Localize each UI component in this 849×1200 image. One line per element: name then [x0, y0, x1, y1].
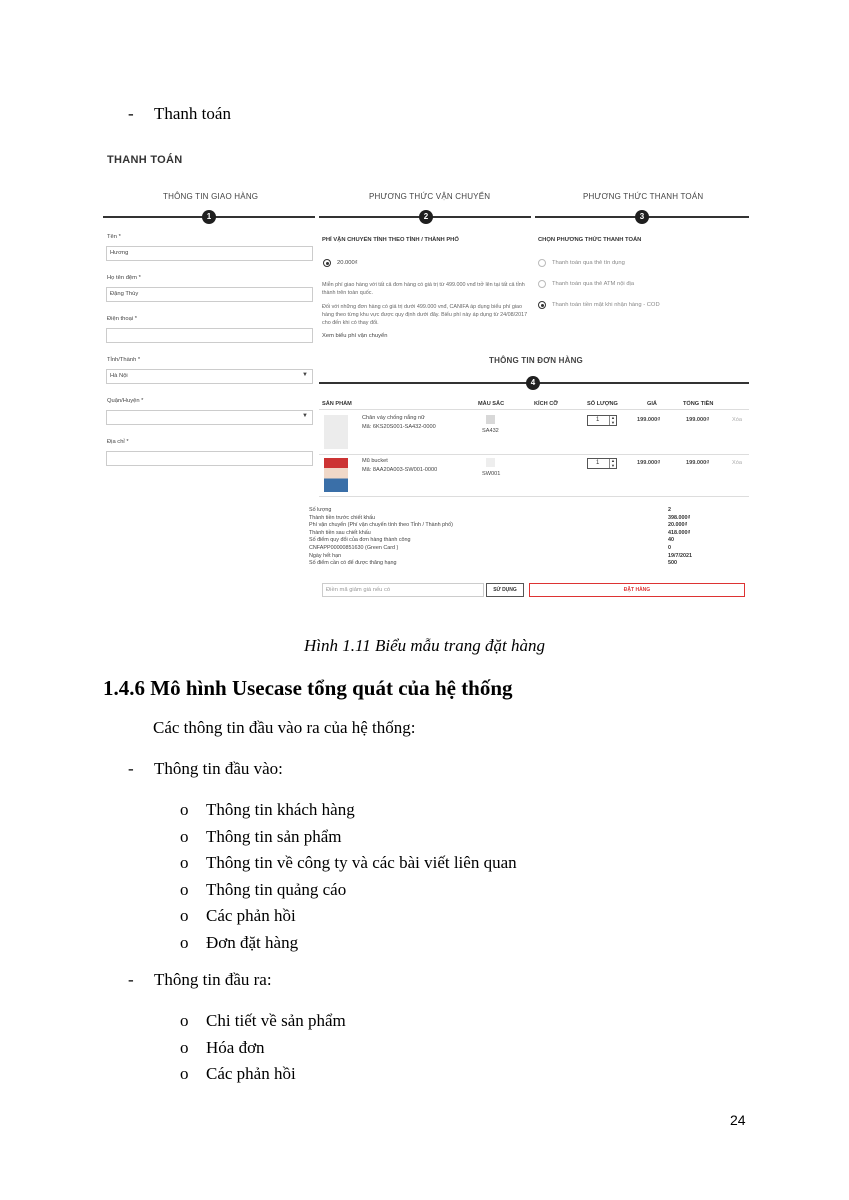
col-size: KÍCH CỠ [534, 401, 559, 407]
product-image-skirt [324, 415, 348, 449]
chevron-down-icon: ▼ [302, 372, 308, 378]
list-item: o Chi tiết về sản phẩm [180, 1008, 346, 1035]
figure-caption: Hình 1.11 Biểu mẫu trang đặt hàng [304, 636, 545, 655]
order-heading: THÔNG TIN ĐƠN HÀNG [489, 356, 583, 365]
step-3-badge: 3 [635, 210, 649, 224]
shipping-note-1: Miễn phí giao hàng với tất cả đơn hàng có giá trị từ 499.000 vnđ trở lên tại tất cả tỉnh thành trên toàn quốc. [322, 282, 525, 296]
summary-value: 40 [668, 537, 674, 544]
summary-label: Số lượng [309, 507, 332, 513]
list-item: o Thông tin quảng cáo [180, 877, 517, 904]
item-1-name: Chân váy chống nắng nữ [362, 415, 425, 421]
summary-value: 418.000₫ [668, 529, 691, 536]
list-item: o Đơn đặt hàng [180, 930, 517, 957]
place-order-button[interactable]: ĐẶT HÀNG [529, 583, 745, 597]
stepper-arrows-icon[interactable]: ▲ ▼ [609, 459, 616, 468]
summary-value: 0 [668, 544, 671, 551]
payment-radio-cod[interactable] [538, 301, 546, 309]
item-1-qty-stepper[interactable] [587, 415, 617, 426]
step-3-label: PHƯƠNG THỨC THANH TOÁN [583, 192, 704, 201]
item-1-price: 199.000₫ [637, 417, 661, 423]
summary-label: Ngày hết hạn [309, 552, 342, 559]
ten-input[interactable]: Hương [106, 246, 313, 261]
circle-bullet-icon: o [180, 1011, 189, 1030]
summary-value: 20.000₫ [668, 522, 688, 529]
shipping-note-2: Đối với những đơn hàng có giá trị dưới 499.000 vnđ, CANIFA áp dụng biểu phí giao hàng theo từng khu vực được quy định dưới đây. Biểu phí này áp dụng từ 24/08/2017 cho đến khi có thay đổi. [322, 304, 528, 326]
item-2-total: 199.000₫ [686, 460, 710, 466]
summary-label: Thành tiền sau chiết khấu [309, 529, 371, 536]
circle-bullet-icon: o [180, 1064, 189, 1083]
list-item: o Thông tin khách hàng [180, 797, 517, 824]
summary-values [668, 507, 738, 568]
payment-radio-credit[interactable] [538, 259, 546, 267]
payment-radio-atm[interactable] [538, 280, 546, 288]
circle-bullet-icon: o [180, 853, 189, 872]
summary-label: Số điểm quy đổi của đơn hàng thành công [309, 537, 411, 544]
payment-option-atm: Thanh toán qua thẻ ATM nội địa [552, 281, 635, 287]
col-total: TỔNG TIỀN [683, 401, 714, 407]
item-1-remove[interactable]: Xóa [732, 417, 742, 423]
bullet-dash: - [128, 104, 134, 123]
step-2-badge: 2 [419, 210, 433, 224]
quan-select[interactable] [106, 410, 313, 425]
page-number: 24 [730, 1112, 746, 1128]
phone-input[interactable] [106, 328, 313, 343]
checkout-screenshot [100, 145, 755, 607]
item-1-qty: 1 [596, 417, 600, 423]
stepper-arrows-icon[interactable]: ▲ ▼ [609, 416, 616, 425]
tinh-select-value: Hà Nội [110, 373, 128, 379]
item-2-color: SW001 [482, 471, 501, 477]
diachi-input[interactable] [106, 451, 313, 466]
checkout-title: THANH TOÁN [107, 154, 183, 166]
list-item: o Các phản hồi [180, 1061, 346, 1088]
summary-label: Thành tiền trước chiết khấu [309, 514, 376, 521]
step-2-label: PHƯƠNG THỨC VẬN CHUYỂN [369, 192, 491, 201]
chevron-down-icon: ▼ [302, 413, 308, 419]
payment-heading: CHỌN PHƯƠNG THỨC THANH TOÁN [538, 237, 642, 243]
list-item: o Các phản hồi [180, 903, 517, 930]
item-1-total: 199.000₫ [686, 417, 710, 423]
item-1-code: Mã: 6KS20S001-SA432-0000 [362, 424, 436, 430]
intro-paragraph: Các thông tin đầu vào ra của hệ thống: [153, 718, 416, 737]
item-1-swatch [486, 415, 495, 424]
col-product: SẢN PHẨM [322, 401, 352, 407]
circle-bullet-icon: o [180, 1037, 189, 1057]
quan-label: Quận/Huyện * [107, 398, 144, 404]
summary-value: 398.000₫ [668, 514, 691, 521]
item-2-price: 199.000₫ [637, 460, 661, 466]
summary-value: 19/7/2021 [668, 552, 692, 559]
top-bullet-text: Thanh toán [154, 104, 231, 123]
item-2-swatch [486, 458, 495, 467]
tinh-label: Tỉnh/Thành * [107, 357, 141, 363]
item-2-remove[interactable]: Xóa [732, 460, 742, 466]
summary-value: 500 [668, 560, 677, 567]
row-divider [319, 454, 749, 455]
diachi-label: Địa chỉ * [107, 439, 129, 445]
payment-option-credit: Thanh toán qua thẻ tín dụng [552, 260, 625, 266]
item-2-qty-stepper[interactable] [587, 458, 617, 469]
col-qty: SỐ LƯỢNG [587, 401, 618, 407]
circle-bullet-icon: o [180, 826, 189, 846]
input-heading: Thông tin đầu vào: [154, 759, 283, 778]
summary-label: Phí vận chuyển (Phí vận chuyển tính theo Tỉnh / Thành phố) [309, 522, 453, 529]
item-1-color: SA432 [482, 428, 499, 434]
col-color: MÀU SẮC [478, 401, 505, 407]
list-item: o Thông tin về công ty và các bài viết liên quan [180, 850, 517, 877]
circle-bullet-icon: o [180, 932, 189, 952]
step-4-badge: 4 [526, 376, 540, 390]
shipping-heading: PHÍ VẬN CHUYỂN TÍNH THEO TỈNH / THÀNH PHỐ [322, 237, 459, 243]
hoten-input[interactable]: Đặng Thùy [106, 287, 313, 302]
coupon-input[interactable]: Điền mã giảm giá nếu có [322, 583, 484, 597]
phone-label: Điện thoại * [107, 316, 137, 322]
use-coupon-button[interactable]: SỬ DỤNG [486, 583, 524, 597]
list-item: o Hóa đơn [180, 1035, 346, 1062]
circle-bullet-icon: o [180, 906, 189, 925]
shipping-option: 20.000₫ [337, 260, 358, 266]
payment-option-cod: Thanh toán tiền mặt khi nhận hàng - COD [552, 302, 660, 308]
ten-label: Tên * [107, 234, 121, 240]
section-title: 1.4.6 Mô hình Usecase tổng quát của hệ thống [103, 676, 513, 700]
hoten-label: Họ tên đệm * [107, 275, 141, 281]
summary-label: CNFAPP00000851630 (Green Card ) [309, 544, 399, 551]
circle-bullet-icon: o [180, 800, 189, 819]
summary-label: Số điểm cần có để được thăng hạng [309, 560, 397, 567]
tinh-select[interactable] [106, 369, 313, 384]
summary-value: 2 [668, 507, 671, 513]
summary-labels [309, 507, 609, 568]
bullet-dash: - [128, 759, 134, 778]
output-list [180, 1008, 346, 1088]
item-2-code: Mã: 8AA20A003-SW001-0000 [362, 467, 438, 473]
input-list [180, 797, 517, 956]
list-item: o Thông tin sản phẩm [180, 824, 517, 851]
shipping-fee-link[interactable]: Xem biểu phí vận chuyển [322, 333, 388, 339]
bullet-dash: - [128, 970, 134, 989]
header-divider [319, 409, 749, 410]
item-2-name: Mũ bucket [362, 458, 388, 464]
output-heading: Thông tin đầu ra: [154, 970, 272, 989]
row-divider [319, 496, 749, 497]
circle-bullet-icon: o [180, 879, 189, 899]
col-price: GIÁ [647, 401, 657, 407]
shipping-radio[interactable] [323, 259, 331, 267]
step-1-badge: 1 [202, 210, 216, 224]
step-1-label: THÔNG TIN GIAO HÀNG [163, 192, 259, 201]
product-image-bucket-hat [324, 458, 348, 492]
item-2-qty: 1 [596, 460, 600, 466]
